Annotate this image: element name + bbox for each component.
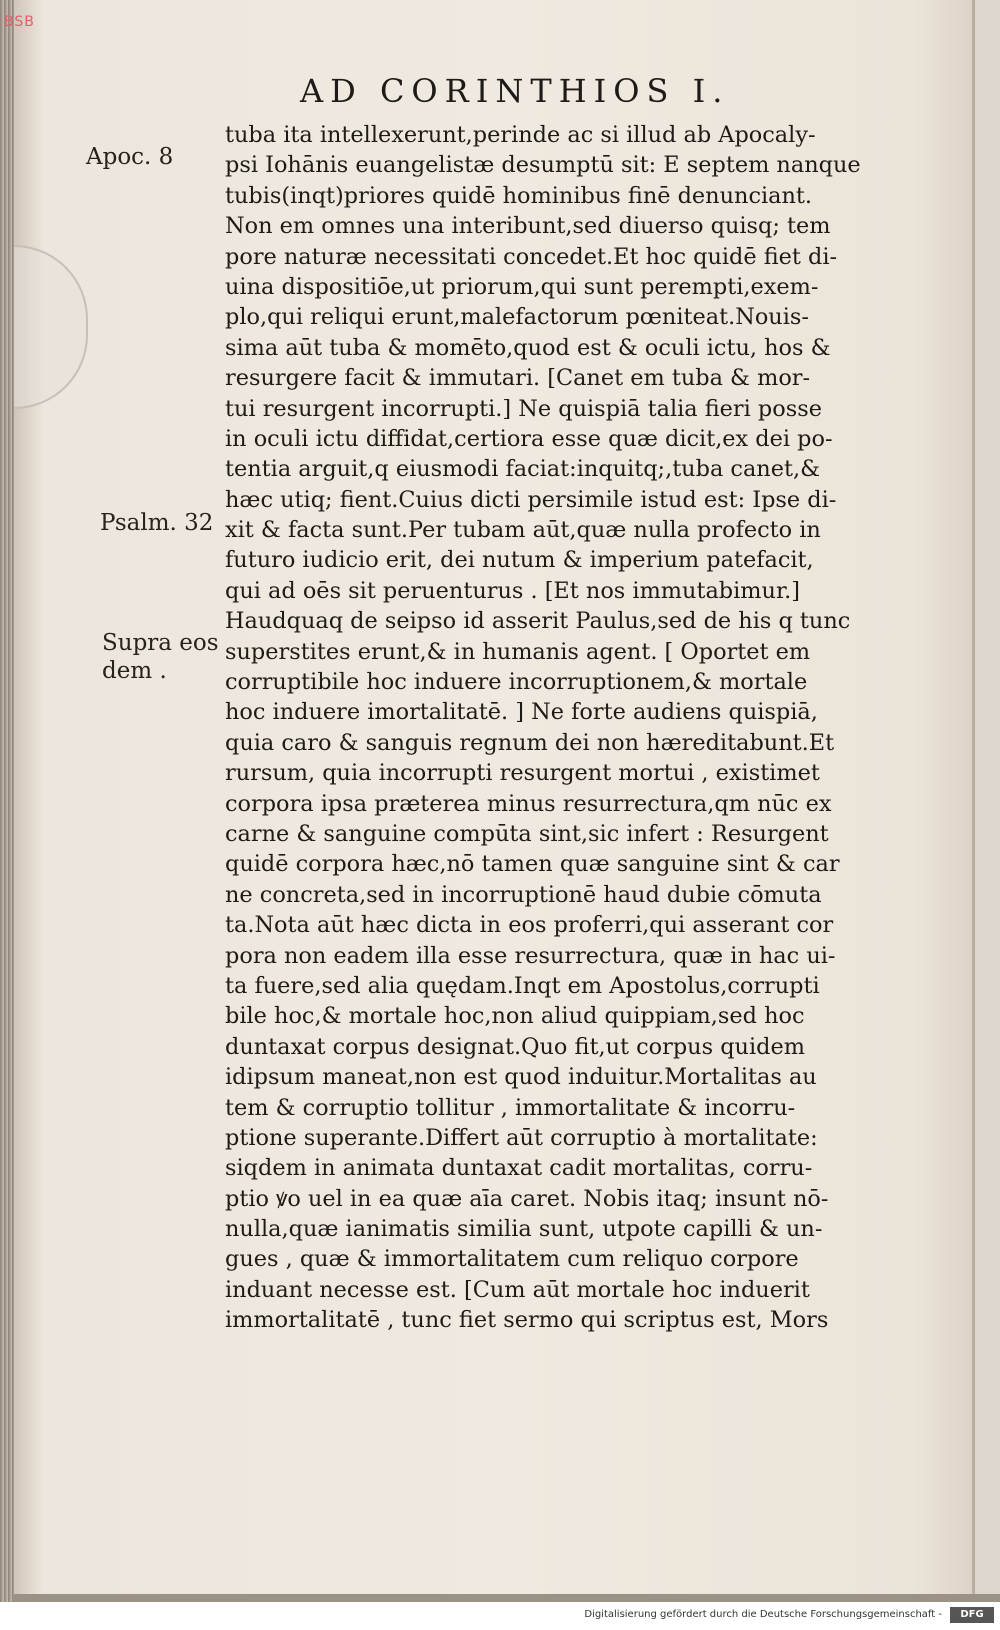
dfg-logo: DFG (950, 1607, 994, 1623)
text-line: xit & facta sunt.Per tubam aūt,quæ nulla profecto in (225, 517, 821, 544)
page-tab-marker (14, 245, 88, 409)
text-line: plo,qui reliqui erunt,malefactorum pœniteat.Nouis- (225, 304, 809, 331)
text-line: ptione superante.Differt aūt corruptio à mortalitate: (225, 1124, 818, 1151)
text-line: tentia arguit,q eiusmodi faciat:inquitq;,tuba canet,& (225, 456, 821, 483)
running-head: AD CORINTHIOS I. (300, 72, 730, 110)
page-bottom-edge (14, 1594, 1000, 1602)
text-line: idipsum maneat,non est quod induitur.Mortalitas au (225, 1064, 817, 1091)
text-line: immortalitatē , tunc fiet sermo qui scriptus est, Mors (225, 1307, 829, 1334)
page-edges (0, 0, 14, 1602)
footer-bar (0, 1602, 1000, 1630)
margin-note-supra: Supra eos (102, 630, 219, 656)
text-line: hæc utiq; fient.Cuius dicti persimile istud est: Ipse di- (225, 486, 837, 513)
text-line: tubis(inqt)priores quidē hominibus finē denunciant. (225, 182, 813, 209)
body-text (225, 120, 915, 1336)
text-line: pora non eadem illa esse resurrectura, quæ in hac ui- (225, 942, 836, 969)
text-line: carne & sanguine compūta sint,sic infert : Resurgent (225, 820, 829, 847)
library-stamp: BSB (4, 14, 35, 30)
text-line: gues , quæ & immortalitatem cum reliquo corpore (225, 1246, 799, 1273)
footer-credit: Digitalisierung gefördert durch die Deutsche Forschungsgemeinschaft - (584, 1609, 942, 1620)
text-line: resurgere facit & immutari. [Canet em tuba & mor- (225, 365, 811, 392)
text-line: uina dispositiōe,ut priorum,qui sunt perempti,exem- (225, 273, 819, 300)
text-line: duntaxat corpus designat.Quo fit,ut corpus quidem (225, 1033, 805, 1060)
text-line: pore naturæ necessitati concedet.Et hoc quidē fiet di- (225, 243, 838, 270)
text-line: rursum, quia incorrupti resurgent mortui , existimet (225, 760, 820, 787)
margin-note-apoc: Apoc. 8 (86, 144, 174, 170)
text-line: nulla,quæ ianimatis similia sunt, utpote capilli & un- (225, 1216, 823, 1243)
text-line: Non em omnes una interibunt,sed diuerso quisq; tem (225, 213, 831, 240)
text-line: corpora ipsa præterea minus resurrectura,qm nūc ex (225, 790, 832, 817)
text-line: ta.Nota aūt hæc dicta in eos proferri,qui asserant cor (225, 912, 834, 939)
text-line: bile hoc,& mortale hoc,non aliud quippiam,sed hoc (225, 1003, 805, 1030)
text-line: psi Iohānis euangelistæ desumptū sit: E septem nanque (225, 152, 861, 179)
margin-note-psalm: Psalm. 32 (100, 510, 214, 536)
text-line: superstites erunt,& in humanis agent. [ Oportet em (225, 638, 811, 665)
text-line: Haudquaq de seipso id asserit Paulus,sed de his q tunc (225, 608, 851, 635)
text-line: futuro iudicio erit, dei nutum & imperium patefacit, (225, 547, 814, 574)
text-line: qui ad oēs sit peruenturus . [Et nos immutabimur.] (225, 577, 801, 604)
text-line: hoc induere imortalitatē. ] Ne forte audiens quispiā, (225, 699, 818, 726)
text-line: siqdem in animata duntaxat cadit mortalitas, corru- (225, 1155, 813, 1182)
text-line: sima aūt tuba & momēto,quod est & oculi ictu, hos & (225, 334, 831, 361)
text-line: corruptibile hoc induere incorruptionem,& mortale (225, 669, 808, 696)
text-line: induant necesse est. [Cum aūt mortale hoc induerit (225, 1276, 810, 1303)
text-line: tuba ita intellexerunt,perinde ac si illud ab Apocaly- (225, 122, 816, 148)
text-line: ptio ꝟo uel in ea quæ aīa caret. Nobis itaq; insunt nō- (225, 1185, 829, 1212)
text-line: quidē corpora hæc,nō tamen quæ sanguine sint & car (225, 851, 840, 878)
text-line: ta fuere,sed alia quędam.Inqt em Apostolus,corrupti (225, 972, 820, 999)
text-line: ne concreta,sed in incorruptionē haud dubie cōmuta (225, 881, 822, 908)
text-line: in oculi ictu diffidat,certiora esse quæ dicit,ex dei po- (225, 425, 833, 452)
text-line: tem & corruptio tollitur , immortalitate & incorru- (225, 1094, 796, 1121)
text-line: quia caro & sanguis regnum dei non hæreditabunt.Et (225, 729, 835, 756)
text-line: tui resurgent incorrupti.] Ne quispiā talia fieri posse (225, 395, 822, 422)
margin-note-supra-cont: dem . (102, 658, 167, 684)
